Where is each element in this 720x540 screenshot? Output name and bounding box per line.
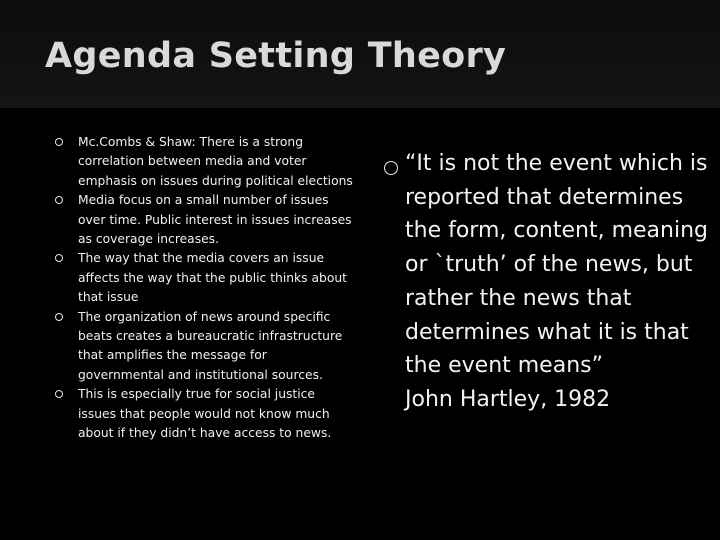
bullet-text: Mc.Combs & Shaw: There is a strong correlation between media and voter emphasis on issues during political elections — [78, 135, 353, 188]
bullet-item — [55, 385, 355, 443]
bullet-text: The organization of news around specific beats creates a bureaucratic infrastructure that amplifies the message for governmental and institutional sources. — [78, 309, 343, 382]
bullet-item — [55, 191, 355, 249]
quote-attribution: John Hartley, 1982 — [405, 386, 611, 412]
bullet-circle-icon — [55, 313, 63, 321]
bullet-item — [55, 308, 355, 386]
bullet-item — [55, 133, 355, 191]
bullet-item — [55, 249, 355, 307]
bullet-text: Media focus on a small number of issues over time. Public interest in issues increases as coverage increases. — [78, 193, 352, 247]
bullet-circle-icon — [55, 254, 63, 262]
bullet-circle-icon — [55, 138, 63, 146]
quote-block — [384, 147, 720, 417]
bullet-list — [55, 133, 355, 444]
bullet-text: This is especially true for social justice issues that people would not know much about if they didn’t have access to news. — [78, 387, 332, 441]
bullet-circle-icon — [55, 196, 63, 204]
slide-title: Agenda Setting Theory — [45, 36, 507, 76]
quote-text: “It is not the event which is reported that determines the form, content, meaning or `truth’ of the news, but rather the news that determines what it is that the event means” — [405, 151, 709, 379]
bullet-text: The way that the media covers an issue affects the way that the public thinks about that issue — [78, 251, 347, 305]
bullet-circle-icon — [55, 390, 63, 398]
bullet-circle-icon — [384, 161, 398, 175]
